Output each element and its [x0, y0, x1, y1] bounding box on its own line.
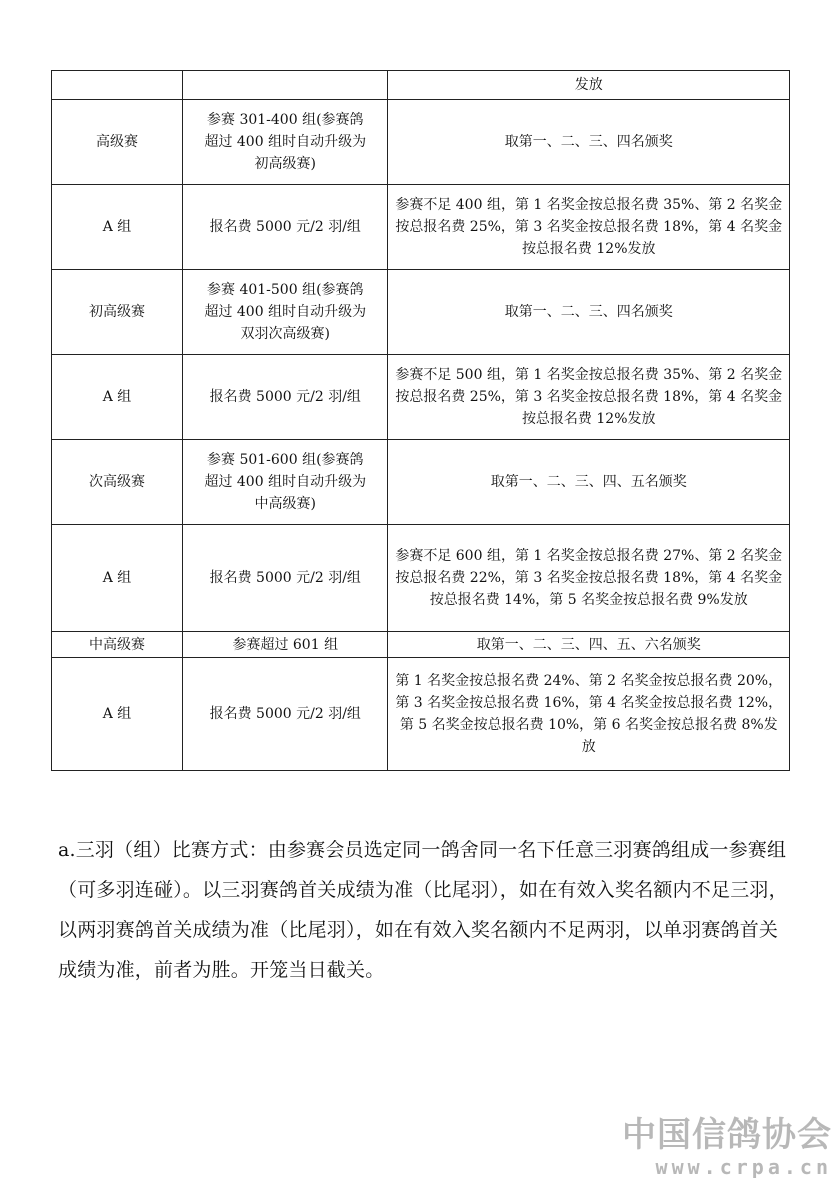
- rules-paragraph: a.三羽（组）比赛方式：由参赛会员选定同一鸽舍同一名下任意三羽赛鸽组成一参赛组（可多羽连碰）。以三羽赛鸽首关成绩为准（比尾羽），如在有效入奖名额内不足三羽，以两羽赛鸽首关成绩为准（比尾羽），如在有效入奖名额内不足两羽，以单羽赛鸽首关成绩为准，前者为胜。开笼当日截关。: [58, 839, 788, 981]
- table-row: [52, 100, 790, 185]
- watermark-url: www.crpa.cn: [655, 1155, 832, 1179]
- tier-cell: 次高级赛: [52, 440, 183, 525]
- condition-cell: 报名费 5000 元/2 羽/组: [183, 525, 388, 632]
- condition-cell: 参赛 401-500 组(参赛鸽超过 400 组时自动升级为双羽次高级赛): [183, 270, 388, 355]
- tier-cell: A 组: [52, 658, 183, 771]
- watermark-name: 中国信鸽协会: [622, 1115, 832, 1155]
- prize-cell: 第 1 名奖金按总报名费 24%、第 2 名奖金按总报名费 20%，第 3 名奖金按总报名费 16%，第 4 名奖金按总报名费 12%，第 5 名奖金按总报名费 10%，第 6 名奖金按总报名费 8%发放: [388, 658, 790, 771]
- table-header-row: [52, 71, 790, 100]
- prize-cell: 参赛不足 600 组，第 1 名奖金按总报名费 27%、第 2 名奖金按总报名费 22%，第 3 名奖金按总报名费 18%，第 4 名奖金按总报名费 14%，第 5 名奖金按总报名费 9%发放: [388, 525, 790, 632]
- tier-cell: A 组: [52, 185, 183, 270]
- table-row: [52, 355, 790, 440]
- prize-cell: 取第一、二、三、四、五、六名颁奖: [388, 632, 790, 658]
- prize-cell: 取第一、二、三、四、五名颁奖: [388, 440, 790, 525]
- table-row: [52, 632, 790, 658]
- condition-cell: 报名费 5000 元/2 羽/组: [183, 355, 388, 440]
- tier-cell: 中高级赛: [52, 632, 183, 658]
- table-row: [52, 658, 790, 771]
- tier-cell: 初高级赛: [52, 270, 183, 355]
- tier-cell: 高级赛: [52, 100, 183, 185]
- table-row: [52, 440, 790, 525]
- tier-cell: A 组: [52, 525, 183, 632]
- header-cell-distribution: 发放: [388, 71, 790, 100]
- condition-cell: 报名费 5000 元/2 羽/组: [183, 658, 388, 771]
- header-cell-1: [52, 71, 183, 100]
- condition-cell: 报名费 5000 元/2 羽/组: [183, 185, 388, 270]
- condition-cell: 参赛超过 601 组: [183, 632, 388, 658]
- table-row: [52, 185, 790, 270]
- table-row: [52, 270, 790, 355]
- header-cell-2: [183, 71, 388, 100]
- prize-cell: 参赛不足 500 组，第 1 名奖金按总报名费 35%、第 2 名奖金按总报名费 25%，第 3 名奖金按总报名费 18%，第 4 名奖金按总报名费 12%发放: [388, 355, 790, 440]
- prize-cell: 取第一、二、三、四名颁奖: [388, 270, 790, 355]
- condition-cell: 参赛 501-600 组(参赛鸽超过 400 组时自动升级为中高级赛): [183, 440, 388, 525]
- prize-table: [51, 70, 790, 771]
- tier-cell: A 组: [52, 355, 183, 440]
- watermark: [612, 1115, 832, 1179]
- prize-cell: 取第一、二、三、四名颁奖: [388, 100, 790, 185]
- prize-cell: 参赛不足 400 组，第 1 名奖金按总报名费 35%、第 2 名奖金按总报名费 25%，第 3 名奖金按总报名费 18%，第 4 名奖金按总报名费 12%发放: [388, 185, 790, 270]
- table-row: [52, 525, 790, 632]
- condition-cell: 参赛 301-400 组(参赛鸽超过 400 组时自动升级为初高级赛): [183, 100, 388, 185]
